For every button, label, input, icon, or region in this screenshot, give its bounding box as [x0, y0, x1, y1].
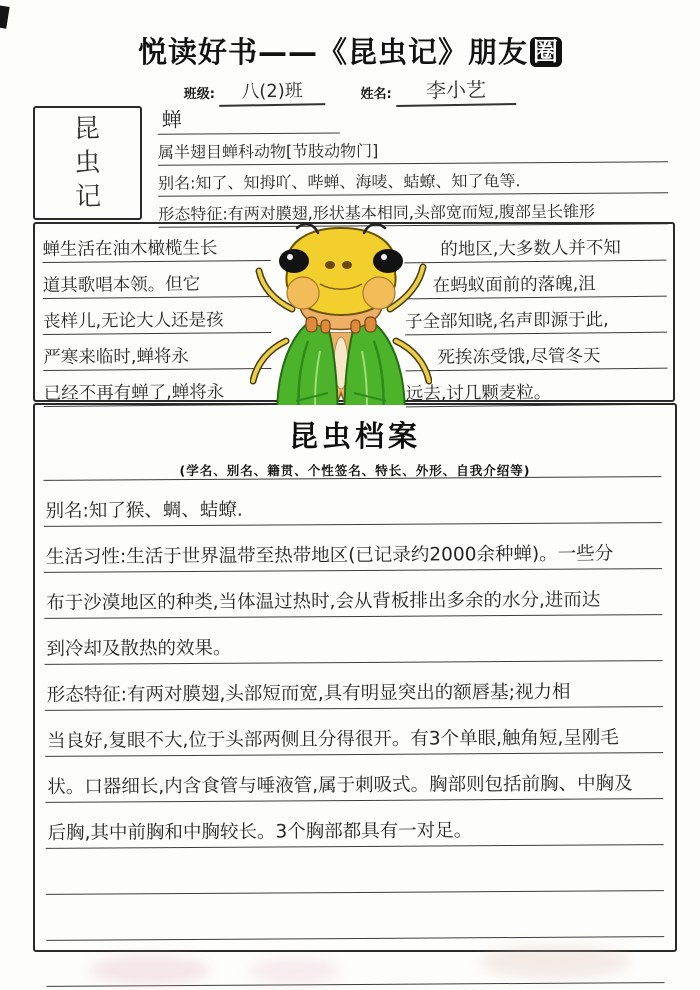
name-value: 李小艺 — [396, 73, 517, 107]
subject-name: 蝉 — [158, 105, 340, 135]
class-value: 八(2)班 — [219, 76, 325, 107]
cicada-cheek-left — [287, 277, 319, 309]
notes-left-column — [42, 225, 272, 407]
note-line: 死挨冻受饿,尽管冬天 — [405, 333, 667, 372]
scan-smudge — [250, 958, 340, 984]
note-line: 严寒来临时,蝉将永 — [43, 333, 271, 371]
eye-glint — [381, 254, 387, 260]
archive-subtitle: (学名、别名、籍贯、个性签名、特长、外形、自我介绍等) — [179, 463, 531, 478]
note-line: 的地区,大多数人并不知 — [404, 225, 666, 264]
cicada-ocellus — [325, 261, 335, 269]
cicada-illustration — [250, 221, 432, 405]
archive-line: 当良好,复眼不大,位于头部两侧且分得很开。有3个单眼,触角短,呈刚毛 — [45, 707, 663, 757]
cicada-drawing-svg — [250, 221, 432, 405]
note-line: 远去,讨几颗麦粒。 — [406, 369, 668, 408]
archive-rows — [43, 476, 664, 987]
subject-section — [158, 102, 669, 228]
book-title-vertical — [34, 107, 141, 219]
archive-line: 布于沙漠地区的种类,当体温过热时,会从背板排出多余的水分,进而达 — [44, 569, 662, 619]
note-line: 已经不再有蝉了,蝉将永 — [43, 369, 271, 407]
note-line: 丧样儿,无论大人还是孩 — [43, 297, 271, 335]
notes-right-column — [404, 225, 668, 408]
book-title-box — [33, 106, 142, 220]
book-char: 昆 — [73, 113, 101, 145]
cicada-eye-right — [373, 249, 403, 273]
page-title — [0, 30, 700, 71]
name-label: 姓名: — [360, 87, 392, 102]
archive-line: 到冷却及散热的效果。 — [44, 615, 662, 665]
archive-title: 昆虫档案 — [288, 419, 421, 453]
class-label: 班级: — [183, 87, 215, 102]
archive-line: 别名:知了猴、蜩、蛣蟟. — [43, 477, 661, 527]
eye-glint — [287, 254, 293, 260]
archive-line: 状。口器细长,内含食管与唾液管,属于刺吸式。胸部则包括前胸、中胸及 — [45, 753, 663, 803]
subject-line: 属半翅目蝉科动物[节肢动物门] — [158, 131, 668, 166]
book-char: 记 — [74, 181, 102, 213]
cicada-cheek-right — [363, 277, 395, 309]
note-line: 子全部知晓,名声即源于此, — [405, 297, 667, 336]
archive-box — [33, 403, 677, 952]
archive-line-blank — [46, 891, 664, 941]
scan-smudge — [90, 955, 210, 985]
book-char: 虫 — [74, 147, 101, 179]
subject-line: 别名:知了、知拇吖、哔蝉、海唛、蛣蟟、知了龟等. — [158, 162, 668, 197]
archive-line: 形态特征:有两对膜翅,头部短而宽,具有明显突出的额唇基;视力相 — [45, 661, 663, 711]
note-line: 在蚂蚁面前的落魄,沮 — [404, 261, 666, 300]
note-line: 道其歌唱本领。但它 — [43, 261, 271, 299]
archive-line-blank — [46, 845, 664, 895]
cicada-eye-left — [279, 249, 309, 273]
subject-line: 形态特征:有两对膜翅,形状基本相同,头部宽而短,腹部呈长锥形 — [158, 193, 668, 228]
page-title-text: 悦读好书——《昆虫记》朋友 — [137, 35, 528, 69]
cicada-ocellus — [342, 261, 352, 269]
cicada-head — [279, 224, 403, 315]
archive-line: 生活习性:生活于世界温带至热带地区(已记录约2000余种蝉)。一些分 — [44, 523, 662, 573]
scan-smudge — [480, 945, 630, 979]
scan-corner-mark — [0, 5, 10, 28]
archive-line: 后胸,其中前胸和中胸较长。3个胸部都具有一对足。 — [45, 799, 663, 849]
note-line: 蝉生活在油木橄榄生长 — [42, 225, 270, 263]
meta-row — [0, 74, 700, 106]
title-seal-stamp: 圈 — [530, 37, 562, 67]
